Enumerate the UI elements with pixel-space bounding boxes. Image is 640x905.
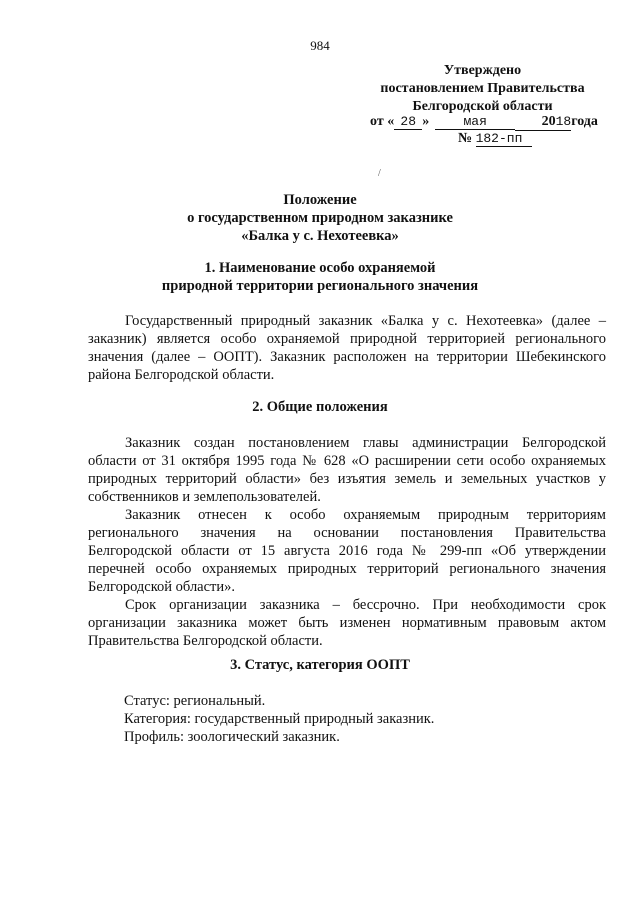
date-prefix: от «: [370, 114, 395, 129]
number-value: 182-пп: [476, 131, 532, 147]
para-line: Срок организации заказника – бессрочно. При необходимости срок: [125, 597, 606, 613]
document-title: [0, 191, 640, 245]
date-day: 28: [394, 114, 422, 130]
date-year: [515, 114, 571, 131]
date-year-handwritten: 18: [555, 114, 572, 129]
title-line: Положение: [283, 192, 357, 208]
para-line: района Белгородской области.: [88, 367, 275, 383]
para-line: Заказник создан постановлением главы администрации Белгородской: [125, 435, 606, 451]
para-line: Белгородской области».: [88, 579, 236, 595]
para-line: собственников и землепользователей.: [88, 489, 321, 505]
title-line: «Балка у с. Нехотеевка»: [241, 228, 399, 244]
para-line: области от 31 октября 1995 года № 628 «О расширении сети особо охраняемых: [88, 453, 606, 469]
para-line: организации заказника может быть изменен нормативным правовым актом: [88, 615, 606, 631]
para-line: Государственный природный заказник «Балка у с. Нехотеевка» (далее –: [125, 313, 606, 329]
approval-line: Белгородской области: [412, 99, 553, 114]
number-prefix: №: [458, 131, 473, 146]
section-2-paragraph-3: [88, 596, 606, 650]
para-line: значения (далее – ООПТ). Заказник расположен на территории Шебекинского: [88, 349, 606, 365]
para-line: природных территорий области» без изъятия земель и земельных участков у: [88, 471, 606, 487]
status-line: Статус: региональный.: [124, 693, 266, 709]
section-2-paragraph-1: [88, 434, 606, 506]
section-3-heading: 3. Статус, категория ООПТ: [230, 657, 410, 673]
approval-number: [458, 131, 532, 147]
para-line: Заказник отнесен к особо охраняемым природным территориям: [125, 507, 606, 523]
scan-mark: /: [378, 168, 381, 179]
date-suffix: года: [571, 114, 598, 129]
section-3-list: [124, 692, 434, 746]
category-line: Категория: государственный природный заказник.: [124, 711, 435, 727]
approval-date: [370, 114, 598, 131]
para-line: регионального значения на основании постановления Правительства: [88, 525, 606, 541]
section-2-heading: 2. Общие положения: [252, 399, 388, 415]
heading-line: 1. Наименование особо охраняемой: [204, 260, 436, 276]
approval-line: Утверждено: [443, 63, 522, 78]
section-2-paragraph-2: [88, 506, 606, 596]
page-number: 984: [310, 38, 330, 53]
para-line: заказник) является особо охраняемой природной территорией регионального: [88, 331, 606, 347]
date-mid: »: [422, 114, 430, 129]
date-year-prefix: 20: [541, 114, 556, 129]
date-month: мая: [435, 114, 515, 130]
approval-line: постановлением Правительства: [380, 81, 585, 96]
section-1-heading: [0, 259, 640, 295]
section-1-paragraph: [88, 312, 606, 384]
profile-line: Профиль: зоологический заказник.: [124, 729, 340, 745]
heading-line: природной территории регионального значения: [161, 278, 479, 294]
title-line: о государственном природном заказнике: [187, 210, 453, 226]
approval-stamp: [360, 62, 605, 116]
para-line: Правительства Белгородской области.: [88, 633, 323, 649]
para-line: перечней особо охраняемых природных территорий регионального значения: [88, 561, 606, 577]
para-line: Белгородской области от 15 августа 2016 года № 299-пп «Об утверждении: [88, 543, 606, 559]
